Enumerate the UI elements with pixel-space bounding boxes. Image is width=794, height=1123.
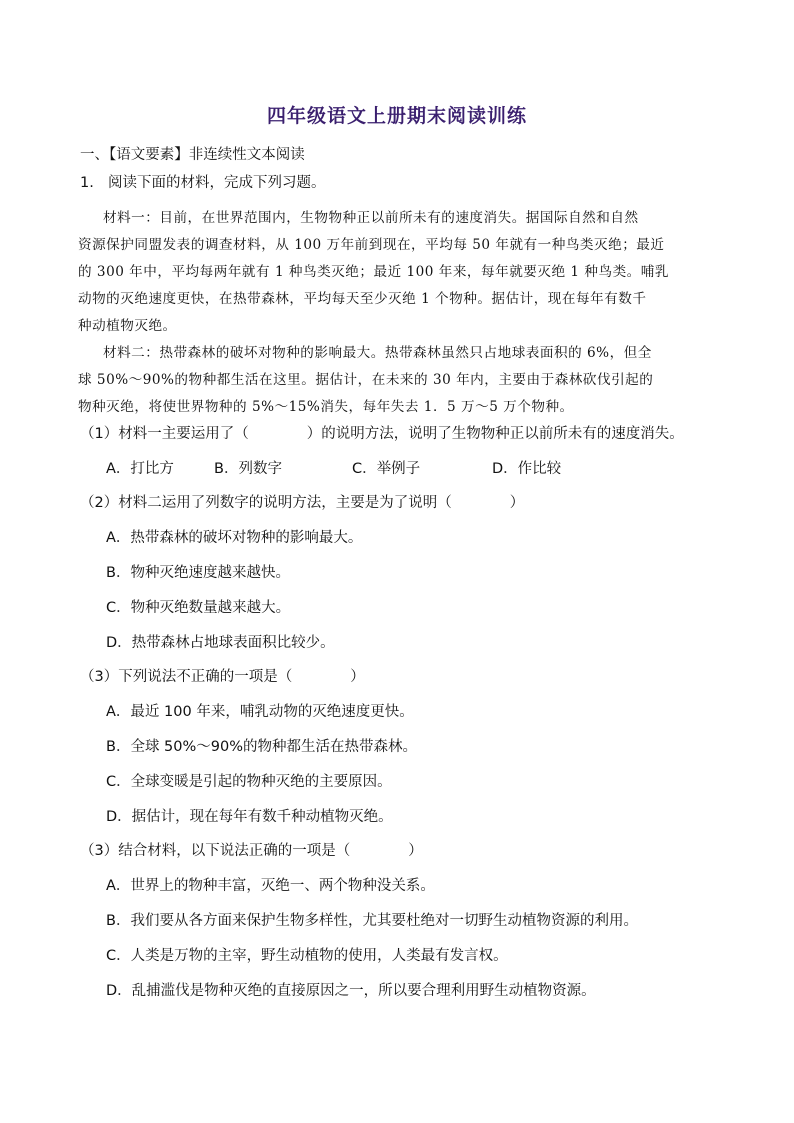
material-1-line-4: 动物的灭绝速度更快，在热带森林，平均每天至少灭绝 1 个物种。据估计，现在每年有数千: [78, 291, 647, 307]
option-a[interactable]: A．最近 100 年来，哺乳动物的灭绝速度更快。: [106, 704, 414, 720]
question-instruction: 阅读下面的材料，完成下列习题。: [108, 175, 326, 191]
option-c[interactable]: C．举例子: [352, 461, 421, 477]
option-a[interactable]: A．打比方: [106, 461, 174, 477]
sub-question-1-options: [106, 459, 561, 479]
option-a[interactable]: A．世界上的物种丰富，灭绝一、两个物种没关系。: [106, 878, 435, 894]
option-c[interactable]: C．物种灭绝数量越来越大。: [106, 600, 291, 616]
sub-question-4-prefix: （3）结合材料，以下说法正确的一项是（: [80, 843, 351, 859]
material-2-line-3: 物种灭绝，将使世界物种的 5%～15%消失，每年失去 1．5 万～5 万个物种。: [78, 399, 574, 415]
sub-question-1-prefix: （1）材料一主要运用了（: [80, 426, 249, 442]
sub-question-4: [80, 841, 423, 861]
material-1-line-3: 的 300 年中，平均每两年就有 1 种鸟类灭绝；最近 100 年来，每年就要灭绝 1 种鸟类。哺乳: [78, 264, 669, 280]
option-d[interactable]: D．据估计，现在每年有数千种动植物灭绝。: [106, 809, 393, 825]
option-d[interactable]: D．乱捕滥伐是物种灭绝的直接原因之一，所以要合理利用野生动植物资源。: [106, 983, 596, 999]
option-b[interactable]: B．物种灭绝速度越来越快。: [106, 565, 290, 581]
sub-question-2: [80, 493, 524, 513]
option-d[interactable]: D．热带森林占地球表面积比较少。: [106, 635, 335, 651]
option-b[interactable]: B．列数字: [214, 461, 282, 477]
material-1-line-5: 种动植物灭绝。: [78, 318, 177, 334]
option-c[interactable]: C．全球变暖是引起的物种灭绝的主要原因。: [106, 774, 392, 790]
material-2-line-1: 材料二：热带森林的破坏对物种的影响最大。热带森林虽然只占地球表面积的 6%，但全: [103, 345, 652, 361]
sub-question-2-suffix: ）: [509, 495, 525, 511]
material-1-line-1: 材料一：目前，在世界范围内，生物物种正以前所未有的速度消失。据国际自然和自然: [103, 210, 639, 226]
sub-question-3-suffix: ）: [350, 669, 365, 685]
sub-question-3: [80, 667, 365, 687]
document-title: 四年级语文上册期末阅读训练: [266, 105, 527, 127]
material-1-line-2: 资源保护同盟发表的调查材料，从 100 万年前到现在，平均每 50 年就有一种鸟类灭绝；最近: [78, 237, 665, 253]
option-b[interactable]: B．全球 50%～90%的物种都生活在热带森林。: [106, 739, 418, 755]
question-number: 1.: [80, 175, 94, 191]
option-a[interactable]: A．热带森林的破坏对物种的影响最大。: [106, 530, 363, 546]
question-1-heading: [80, 173, 326, 193]
option-d[interactable]: D．作比较: [492, 461, 562, 477]
option-b[interactable]: B．我们要从各方面来保护生物多样性，尤其要杜绝对一切野生动植物资源的利用。: [106, 913, 638, 929]
sub-question-1-suffix: ）的说明方法，说明了生物物种正以前所未有的速度消失。: [306, 426, 684, 442]
section-heading: 一、【语文要素】非连续性文本阅读: [80, 147, 305, 163]
sub-question-3-prefix: （3）下列说法不正确的一项是（: [80, 669, 293, 685]
option-c[interactable]: C．人类是万物的主宰，野生动植物的使用，人类最有发言权。: [106, 948, 508, 964]
sub-question-4-suffix: ）: [408, 843, 423, 859]
material-2-line-2: 球 50%～90%的物种都生活在这里。据估计，在未来的 30 年内，主要由于森林砍伐引起的: [78, 372, 654, 388]
sub-question-1: [80, 424, 684, 444]
sub-question-2-prefix: （2）材料二运用了列数字的说明方法，主要是为了说明（: [80, 495, 452, 511]
